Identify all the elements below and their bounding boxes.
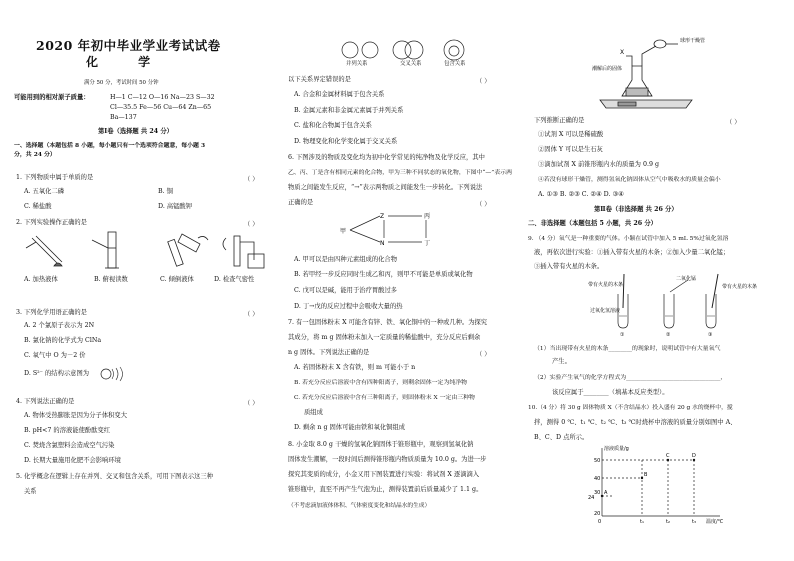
x-tick-t1: t₁ bbox=[640, 519, 644, 525]
node-jia: 甲 bbox=[340, 228, 347, 235]
q3-stem: 3. 下列化学用语正确的是 bbox=[16, 309, 87, 316]
y-tick-24: 24 bbox=[588, 495, 595, 501]
q4-answer-slot[interactable]: （ ） bbox=[244, 400, 259, 407]
point-a-label: A bbox=[604, 490, 608, 496]
mno2-label: 二氧化锰 bbox=[676, 276, 697, 282]
q8-line-1: 8. 小金取 8.0 g 干燥的氢氧化钠固体于锥形瓶中，观察到氢氧化钠 bbox=[288, 441, 474, 448]
q9-line-1: 9. （4 分）氧气是一种重要的气体。小颖在试管中加入 5 mL 5%过氧化氢溶 bbox=[528, 236, 729, 242]
q9-experiment-figure bbox=[588, 272, 758, 338]
x-tick-t3: t₃ bbox=[692, 519, 696, 525]
graduated-cylinder-icon bbox=[92, 232, 119, 268]
q10-line-3: B、C、D 点所示。 bbox=[534, 434, 589, 441]
q10-line-1: 10.（4 分）将 30 g 固体物质 X（不含结晶水）投入盛有 20 g 水的烧杯中，搅 bbox=[528, 405, 733, 411]
q8b-opt-4: ④若没有球形干燥管，测得氢氧化钠固体从空气中吸收水的质量会偏小 bbox=[538, 177, 721, 183]
reagent-x-label: X bbox=[620, 49, 625, 56]
q4-option-a: A. 物体受热膨胀是因为分子体积变大 bbox=[24, 412, 128, 419]
y-axis-label: 溶液质量/g bbox=[604, 446, 629, 452]
parallel-relation-icon bbox=[342, 42, 378, 58]
q10-line-2: 拌，测得 0 ℃、t₁ ℃、t₂ ℃、t₃ ℃时烧杯中溶液的质量分别如图中 A、 bbox=[534, 419, 737, 426]
drying-tube-icon bbox=[654, 40, 666, 48]
q1-option-b: B. 铜 bbox=[158, 188, 173, 195]
q1-option-a: A. 五氧化二磷 bbox=[24, 188, 65, 195]
node-bing: 丙 bbox=[424, 213, 431, 220]
q6-option-d: D. 丁→戊的反应过程中会吸收大量的热 bbox=[294, 303, 403, 310]
q2-answer-slot[interactable]: （ ） bbox=[244, 221, 259, 228]
rel-label-contain: 包含关系 bbox=[444, 61, 466, 67]
q7-line-2: 其成分，将 m g 固体粉末加入一定质量的稀盐酸中，充分反应后剩余 bbox=[288, 334, 481, 341]
q1-answer-slot[interactable]: （ ） bbox=[244, 176, 259, 183]
q5-stem-3: 以下关系界定错误的是 bbox=[288, 76, 351, 83]
q8-line-2: 固体发生潮解，一段时间后测得锥形瓶内物质质量为 10.0 g。为进一步 bbox=[288, 456, 487, 463]
q5-option-d: D. 物理变化和化学变化属于交叉关系 bbox=[294, 138, 398, 145]
y-tick-20: 20 bbox=[594, 511, 601, 517]
y-tick-40: 40 bbox=[594, 476, 601, 482]
step-3-label: ③ bbox=[708, 332, 713, 338]
q6-option-b: B. 若甲经一步反应同时生成乙和丙，则甲不可能是单质或氧化物 bbox=[294, 271, 473, 278]
mass-label: 可能用到的相对原子质量： bbox=[14, 94, 90, 101]
q3-option-c: C. 氧气中 O 为－2 价 bbox=[24, 352, 86, 359]
part1-instr-1: 一、选择题（本题包括 8 小题，每小题只有一个选项符合题意，每小题 3 bbox=[14, 142, 206, 149]
lab-operations-figure bbox=[22, 228, 272, 274]
point-a bbox=[601, 495, 603, 497]
mass-line-3: Ba—137 bbox=[110, 114, 137, 121]
q8-line-3: 探究其变质的成分，小金又用下图装置进行实验：将试剂 X 逐滴滴入 bbox=[288, 471, 480, 478]
q6-conversion-diagram bbox=[340, 208, 450, 250]
q7-option-c: C. 若充分反应后溶液中含有三种阳离子，则固体粉末 X 一定由三种物 bbox=[294, 395, 475, 401]
q5-answer-slot[interactable]: （ ） bbox=[476, 78, 491, 85]
q7-option-a: A. 若固体粉末 X 含有铁，则 m 可能小于 n bbox=[294, 364, 416, 371]
section2-heading: 二、非选择题（本题包括 5 小题，共 26 分） bbox=[528, 220, 657, 227]
q7-line-3: n g 固体。下列说法正确的是 bbox=[288, 349, 370, 356]
heating-liquid-icon bbox=[26, 236, 62, 266]
column-left bbox=[14, 0, 280, 561]
x-tick-0: 0 bbox=[598, 519, 602, 525]
node-z: Z bbox=[380, 213, 385, 220]
q6-line-3: 物质之间能发生反应，“→”表示两物质之间能发生一步转化。下列说法 bbox=[288, 184, 483, 191]
q9-sub-2: （2）实验产生氧气的化学方程式为________________________________， bbox=[534, 375, 727, 381]
q2-option-b: B. 俯视读数 bbox=[94, 276, 128, 283]
contain-relation-icon bbox=[444, 40, 464, 60]
q2-stem: 2. 下列实验操作正确的是 bbox=[16, 219, 87, 226]
column-middle bbox=[288, 0, 514, 561]
airtightness-check-icon bbox=[223, 236, 264, 268]
q5-stem-1: 5. 化学概念在逻辑上存在并列、交叉和包含关系，可用下图表示这三种 bbox=[16, 473, 213, 480]
x-axis-label: 温度/℃ bbox=[706, 519, 724, 525]
test-tube-2-icon bbox=[664, 294, 674, 328]
q9-line-2: 液，再依次进行实验：①插入带有火星的木条；②加入少量二氧化锰； bbox=[534, 249, 730, 256]
rel-label-parallel: 并列关系 bbox=[346, 61, 368, 67]
y-tick-50: 50 bbox=[594, 458, 601, 464]
mass-line-2: Cl—35.5 Fe—56 Cu—64 Zn—65 bbox=[110, 104, 212, 111]
q2-option-d: D. 检查气密性 bbox=[214, 276, 255, 283]
q8b-opt-2: ②固体 Y 可以是生石灰 bbox=[538, 146, 603, 153]
q1-option-d: D. 高锰酸钾 bbox=[158, 203, 193, 210]
q6-line-4: 正确的是 bbox=[288, 199, 314, 206]
q3-option-b: B. 氯化钠的化学式为 ClNa bbox=[24, 337, 102, 344]
dropper-icon bbox=[626, 56, 632, 66]
drying-tube-label: 球形干燥管 bbox=[680, 38, 706, 44]
point-c bbox=[667, 459, 669, 461]
q7-option-b: B. 若充分反应后溶液中含有四种阳离子，则剩余固体一定为纯净物 bbox=[294, 380, 468, 386]
rel-label-cross: 交叉关系 bbox=[400, 61, 422, 67]
q6-answer-slot[interactable]: （ ） bbox=[476, 201, 491, 208]
q3-answer-slot[interactable]: （ ） bbox=[244, 311, 259, 318]
q2-option-a: A. 加热液体 bbox=[24, 276, 58, 283]
column-right bbox=[528, 0, 786, 561]
q4-option-c: C. 焚烧含氯塑料会造成空气污染 bbox=[24, 442, 115, 449]
q8b-opt-1: ①试剂 X 可以是稀硫酸 bbox=[538, 131, 604, 138]
y-tick-30: 30 bbox=[594, 490, 601, 496]
part1-heading: 第Ⅰ卷（选择题 共 24 分） bbox=[98, 128, 173, 135]
bottle-label: 潮解后的固体 bbox=[592, 66, 623, 72]
q7-option-c-cont: 质组成 bbox=[304, 409, 323, 416]
q9-line-3: ③插入带有火星的木条。 bbox=[534, 263, 604, 270]
q2-option-c: C. 倾倒液体 bbox=[160, 276, 194, 283]
q5-option-b: B. 金属元素和非金属元素属于并列关系 bbox=[294, 107, 404, 114]
q9-sub-1: （1）当出现带有火星的木条________的现象时，说明试管中有大量氧气 bbox=[534, 346, 721, 352]
q4-stem: 4. 下列说法正确的是 bbox=[16, 398, 75, 405]
step-2-label: ② bbox=[666, 332, 671, 338]
part2-heading: 第Ⅱ卷（非选择题 共 26 分） bbox=[594, 206, 678, 213]
q8b-opt-3: ③滴加试剂 X 前锥形瓶内水的质量为 0.9 g bbox=[538, 161, 659, 168]
exam-title: 2020 年初中毕业学业考试试卷 bbox=[36, 38, 221, 53]
q1-option-c: C. 稀盐酸 bbox=[24, 203, 52, 210]
point-b bbox=[641, 477, 643, 479]
point-b-label: B bbox=[644, 472, 648, 478]
q8b-answer-slot[interactable]: （ ） bbox=[726, 119, 741, 126]
q6-line-2: 乙、丙、丁是含有相同元素的化合物，甲为三种不同状态的氧化物，下图中“—”表示两 bbox=[288, 170, 512, 176]
point-c-label: C bbox=[666, 453, 670, 459]
q7-line-1: 7. 有一包固体粉末 X 可能含有锌、铁、氧化铜中的一种或几种。为探究 bbox=[288, 319, 488, 326]
q4-option-d: D. 长期大量施用化肥不会影响环境 bbox=[24, 457, 121, 464]
splint-label-2: 带有火星的木条 bbox=[722, 284, 758, 290]
q6-line-1: 6. 下图涉及的物质及变化均为初中化学常见的纯净物及化学反应，其中 bbox=[288, 154, 485, 161]
q8-apparatus bbox=[588, 36, 738, 114]
point-d bbox=[693, 459, 695, 461]
q9-sub-1-cont: 产生。 bbox=[552, 358, 571, 365]
pouring-liquid-icon bbox=[168, 234, 208, 266]
test-tube-3-icon bbox=[706, 294, 716, 328]
balance-icon bbox=[600, 100, 692, 108]
q4-option-b: B. pH<7 的溶液能使酚酞变红 bbox=[24, 427, 111, 434]
part1-instr-2: 分，共 24 分） bbox=[14, 151, 56, 158]
q3-option-d: D. S²⁻ 的结构示意图为 bbox=[24, 370, 90, 377]
exam-info: 满分 50 分，考试时间 50 分钟 bbox=[84, 80, 159, 86]
node-ding: 丁 bbox=[424, 240, 431, 247]
cross-relation-icon bbox=[393, 41, 423, 59]
subject-title: 化 学 bbox=[86, 55, 169, 69]
q8-line-4: 锥形瓶中，直至不再产生气泡为止，测得装置前后质量减少了 1.1 g。 bbox=[288, 486, 483, 493]
q6-option-c: C. 戊可以是碱，能用于治疗胃酸过多 bbox=[294, 287, 398, 294]
q8b-stem: 下列推断正确的是 bbox=[534, 117, 585, 124]
q5-stem-2: 关系 bbox=[24, 488, 37, 495]
q7-option-d: D. 剩余 n g 固体可能由铁和氧化铜组成 bbox=[294, 424, 406, 431]
point-d-label: D bbox=[692, 453, 696, 459]
q6-option-a: A. 甲可以是由四种元素组成的化合物 bbox=[294, 256, 398, 263]
mass-line-1: H—1 C—12 O—16 Na—23 S—32 bbox=[110, 94, 215, 101]
q8-line-5: （不考虑滴加液体体积、气体密度变化和结晶水的生成） bbox=[288, 503, 431, 509]
q3-option-a: A. 2 个氯原子表示为 2N bbox=[24, 322, 95, 329]
sulfur-ion-structure-icon bbox=[100, 366, 126, 382]
q5-option-a: A. 合金和金属材料属于包含关系 bbox=[294, 91, 385, 98]
q7-answer-slot[interactable]: （ ） bbox=[476, 351, 491, 358]
q9-sub-2-cont: 该反应属于________（填基本反应类型）。 bbox=[552, 389, 669, 396]
node-n: N bbox=[380, 240, 385, 247]
q1-stem: 1. 下列物质中属于单质的是 bbox=[16, 174, 94, 181]
x-tick-t2: t₂ bbox=[666, 519, 670, 525]
step-1-label: ① bbox=[620, 332, 625, 338]
q10-solution-mass-chart bbox=[582, 444, 732, 524]
h2o2-label: 过氧化氢溶液 bbox=[590, 308, 621, 314]
splint-label-1: 带有火星的木条 bbox=[588, 282, 624, 288]
q8b-choices: A. ①③ B. ②③ C. ②④ D. ③④ bbox=[538, 191, 624, 198]
q5-option-c: C. 盐和化合物属于包含关系 bbox=[294, 122, 372, 129]
